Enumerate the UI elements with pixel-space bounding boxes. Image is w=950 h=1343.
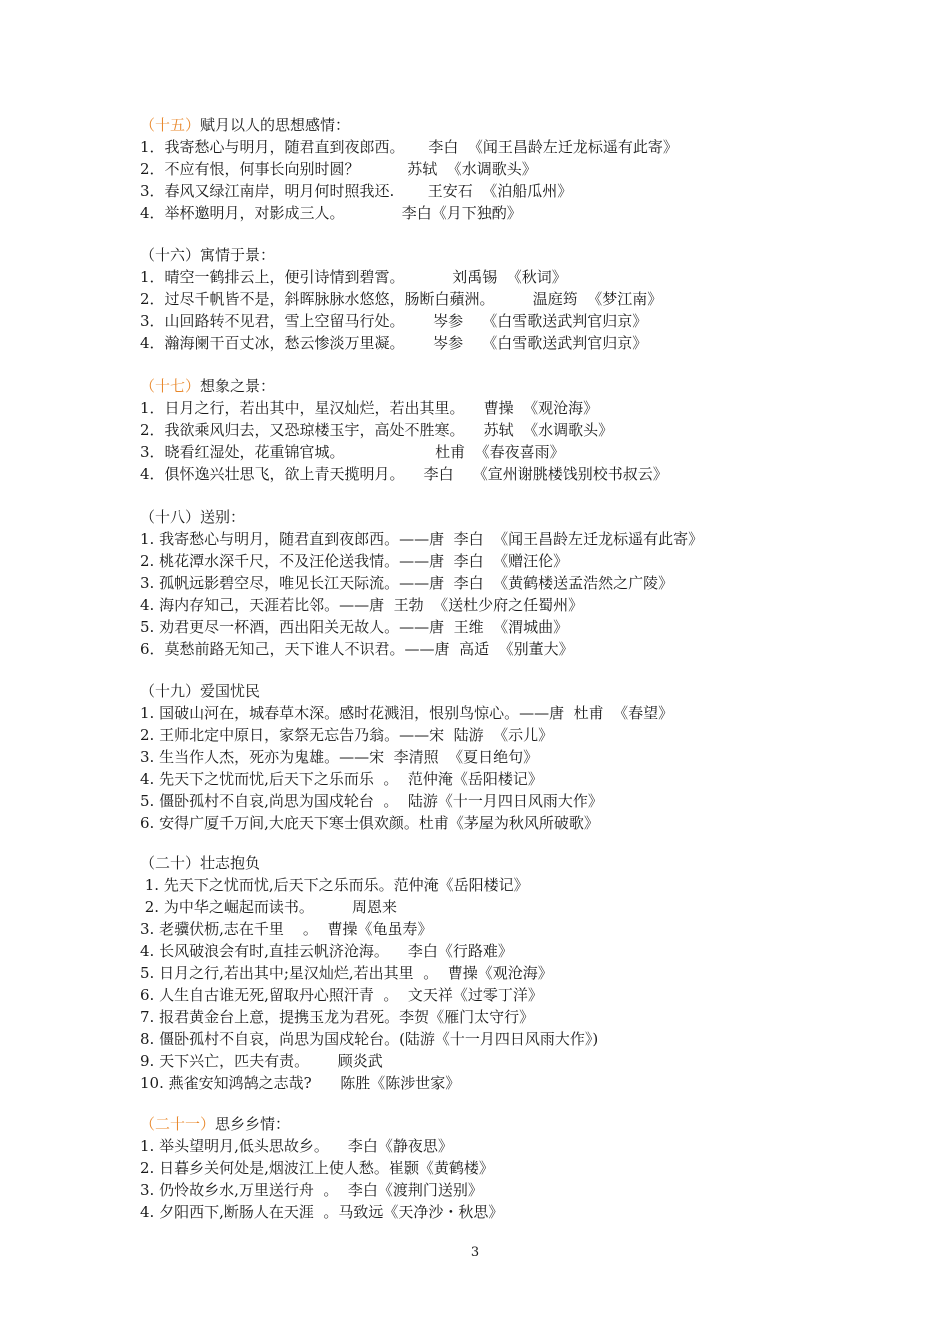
verse-line: 1．晴空一鹤排云上，便引诗情到碧霄。 刘禹锡 《秋词》: [140, 268, 567, 286]
verse-line: 2．不应有恨，何事长向别时圆？ 苏轼 《水调歌头》: [140, 160, 537, 178]
section-title: 思乡乡情：: [215, 1115, 291, 1133]
section-number: （十六）: [140, 246, 201, 264]
verse-line: 3．春风又绿江南岸，明月何时照我还. 王安石 《泊船瓜州》: [140, 182, 573, 200]
section-21: [140, 1113, 820, 1223]
verse-line: 8. 僵卧孤村不自哀，尚思为国戍轮台。(陆游《十一月四日风雨大作》): [140, 1030, 599, 1048]
verse-line: 1．我寄愁心与明月，随君直到夜郎西。 李白 《闻王昌龄左迁龙标遥有此寄》: [140, 138, 678, 156]
verse-line: 10. 燕雀安知鸿鹄之志哉? 陈胜《陈涉世家》: [140, 1074, 461, 1092]
verse-line: 3. 孤帆远影碧空尽，唯见长江天际流。——唐 李白 《黄鹤楼送孟浩然之广陵》: [140, 574, 674, 592]
section-title: 想象之景：: [200, 377, 276, 395]
section-heading: [140, 506, 820, 528]
section-heading: [140, 852, 820, 874]
verse-line: 1. 举头望明月,低头思故乡。 李白《静夜思》: [140, 1137, 453, 1155]
verse-line: 2．我欲乘风归去，又恐琼楼玉宇，高处不胜寒。 苏轼 《水调歌头》: [140, 421, 614, 439]
verse-line: 5. 僵卧孤村不自哀,尚思为国戍轮台 。 陆游《十一月四日风雨大作》: [140, 792, 603, 810]
verse-line: 3．晓看红湿处，花重锦官城。 杜甫 《春夜喜雨》: [140, 443, 565, 461]
section-number: （二十一）: [140, 1115, 216, 1133]
section-17: [140, 375, 820, 485]
section-number: （二十）: [140, 854, 201, 872]
section-title: 送别：: [200, 508, 246, 526]
section-title: 爱国忧民: [200, 682, 261, 700]
verse-line: 1. 国破山河在，城春草木深。感时花溅泪，恨别鸟惊心。——唐 杜甫 《春望》: [140, 704, 674, 722]
verse-line: 1. 先天下之忧而忧,后天下之乐而乐。范仲淹《岳阳楼记》: [140, 876, 529, 894]
verse-line: 9. 天下兴亡，匹夫有责。 顾炎武: [140, 1052, 383, 1070]
verse-line: 2．过尽千帆皆不是，斜晖脉脉水悠悠，肠断白蘋洲。 温庭筠 《梦江南》: [140, 290, 663, 308]
verse-line: 3. 生当作人杰，死亦为鬼雄。——宋 李清照 《夏日绝句》: [140, 748, 539, 766]
verse-line: 4．瀚海阑干百丈冰，愁云惨淡万里凝。 岑参 《白雪歌送武判官归京》: [140, 334, 648, 352]
verse-line: 4. 先天下之忧而忧,后天下之乐而乐 。 范仲淹《岳阳楼记》: [140, 770, 543, 788]
section-heading: [140, 114, 820, 136]
verse-line: 5. 劝君更尽一杯酒，西出阳关无故人。——唐 王维 《渭城曲》: [140, 618, 569, 636]
verse-line: 1．日月之行，若出其中，星汉灿烂，若出其里。 曹操 《观沧海》: [140, 399, 599, 417]
verse-line: 4. 长风破浪会有时,直挂云帆济沧海。 李白《行路难》: [140, 942, 513, 960]
verse-line: 3. 仍怜故乡水,万里送行舟 。 李白《渡荆门送别》: [140, 1181, 483, 1199]
section-number: （十七）: [140, 377, 201, 395]
section-title: 壮志抱负: [200, 854, 261, 872]
verse-line: 2. 为中华之崛起而读书。 周恩来: [140, 898, 397, 916]
verse-line: 4．俱怀逸兴壮思飞，欲上青天揽明月。 李白 《宣州谢朓楼饯别校书叔云》: [140, 465, 668, 483]
verse-line: 3. 老骥伏枥,志在千里 。 曹操《龟虽寿》: [140, 920, 433, 938]
verse-line: 1. 我寄愁心与明月，随君直到夜郎西。——唐 李白 《闻王昌龄左迁龙标遥有此寄》: [140, 530, 704, 548]
verse-line: 4. 海内存知己，天涯若比邻。——唐 王勃 《送杜少府之任蜀州》: [140, 596, 584, 614]
section-number: （十八）: [140, 508, 201, 526]
verse-line: 6. 人生自古谁无死,留取丹心照汗青 。 文天祥《过零丁洋》: [140, 986, 543, 1004]
verse-line: 2. 日暮乡关何处是,烟波江上使人愁。崔颢《黄鹤楼》: [140, 1159, 494, 1177]
verse-line: 3．山回路转不见君，雪上空留马行处。 岑参 《白雪歌送武判官归京》: [140, 312, 648, 330]
section-20: [140, 852, 820, 1094]
verse-line: 2. 桃花潭水深千尺，不及汪伦送我情。——唐 李白 《赠汪伦》: [140, 552, 569, 570]
page-number: 3: [470, 1245, 480, 1260]
section-15: [140, 114, 820, 224]
verse-line: 5. 日月之行,若出其中;星汉灿烂,若出其里 。 曹操《观沧海》: [140, 964, 553, 982]
verse-line: 6．莫愁前路无知己，天下谁人不识君。——唐 高适 《别董大》: [140, 640, 574, 658]
section-heading: [140, 680, 820, 702]
verse-line: 7. 报君黄金台上意，提携玉龙为君死。李贺《雁门太守行》: [140, 1008, 535, 1026]
section-16: [140, 244, 820, 354]
section-heading: [140, 1113, 820, 1135]
verse-line: 2. 王师北定中原日，家祭无忘告乃翁。——宋 陆游 《示儿》: [140, 726, 554, 744]
verse-line: 6. 安得广厦千万间,大庇天下寒士俱欢颜。杜甫《茅屋为秋风所破歌》: [140, 814, 599, 832]
section-title: 赋月以人的思想感情：: [200, 116, 351, 134]
section-title: 寓情于景：: [200, 246, 276, 264]
section-heading: [140, 375, 820, 397]
section-18: [140, 506, 820, 660]
section-number: （十九）: [140, 682, 201, 700]
verse-line: 4. 夕阳西下,断肠人在天涯 。马致远《天净沙・秋思》: [140, 1203, 504, 1221]
section-heading: [140, 244, 820, 266]
section-number: （十五）: [140, 116, 201, 134]
verse-line: 4．举杯邀明月，对影成三人。 李白《月下独酌》: [140, 204, 522, 222]
section-19: [140, 680, 820, 834]
